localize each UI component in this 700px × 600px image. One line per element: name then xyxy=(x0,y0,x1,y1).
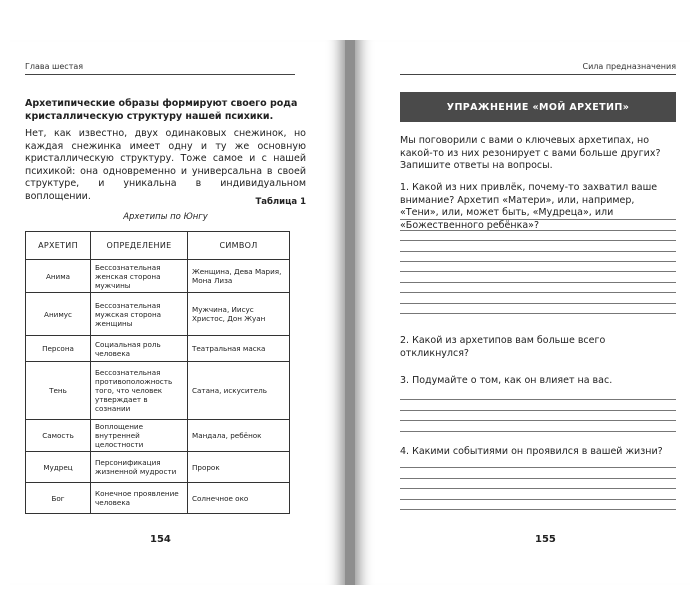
answer-lines-4[interactable] xyxy=(400,458,676,510)
table-row xyxy=(26,420,290,452)
answer-line[interactable] xyxy=(400,210,676,220)
archetype-cell: Бог xyxy=(26,483,91,514)
answer-line[interactable] xyxy=(400,231,676,241)
symbol-cell: Женщина, Дева Мария, Мона Лиза xyxy=(188,260,290,293)
column-header: ОПРЕДЕЛЕНИЕ xyxy=(91,232,188,260)
answer-line[interactable] xyxy=(400,390,676,400)
archetype-cell: Анимус xyxy=(26,293,91,336)
symbol-cell: Театральная маска xyxy=(188,336,290,362)
table-row xyxy=(26,362,290,420)
definition-cell: Воплощение внутренней целостности xyxy=(91,420,188,452)
running-head-left: Глава шестая xyxy=(25,62,84,71)
question-2: 2. Какой из архетипов вам больше всего откликнулся? xyxy=(400,335,606,359)
answer-line[interactable] xyxy=(400,283,676,293)
archetype-cell: Персона xyxy=(26,336,91,362)
answer-line[interactable] xyxy=(400,252,676,262)
definition-cell: Бессознательная женская сторона мужчины xyxy=(91,260,188,293)
definition-cell: Бессознательная противоположность того, что человек утверждает в сознании xyxy=(91,362,188,420)
answer-line[interactable] xyxy=(400,293,676,303)
answer-line[interactable] xyxy=(400,400,676,410)
question-3: 3. Подумайте о том, как он влияет на вас. xyxy=(400,375,613,386)
answer-line[interactable] xyxy=(400,489,676,499)
header-rule-right xyxy=(400,74,676,75)
archetype-cell: Анима xyxy=(26,260,91,293)
answer-lines-3[interactable] xyxy=(400,390,676,432)
archetype-cell: Самость xyxy=(26,420,91,452)
definition-cell: Социальная роль человека xyxy=(91,336,188,362)
archetype-cell: Тень xyxy=(26,362,91,420)
answer-line[interactable] xyxy=(400,304,676,314)
symbol-cell: Пророк xyxy=(188,452,290,483)
exercise-intro: Мы поговорили с вами о ключевых архетипах, но какой-то из них резонирует с вами больше других? Запишите ответы на вопросы. xyxy=(400,135,661,171)
definition-cell: Конечное проявление человека xyxy=(91,483,188,514)
definition-cell: Бессознательная мужская сторона женщины xyxy=(91,293,188,336)
page-number-left: 154 xyxy=(150,534,171,545)
answer-line[interactable] xyxy=(400,479,676,489)
answer-lines-1[interactable] xyxy=(400,210,676,314)
question-1: 1. Какой из них привлёк, почему-то захватил ваше внимание? Архетип «Матери», или, например, «Тени», или, может быть, «Мудреца», или «Божественного ребёнка»? xyxy=(400,182,658,231)
answer-line[interactable] xyxy=(400,500,676,510)
answer-line[interactable] xyxy=(400,272,676,282)
column-header: АРХЕТИП xyxy=(26,232,91,260)
symbol-cell: Мандала, ребёнок xyxy=(188,420,290,452)
table-row xyxy=(26,260,290,293)
answer-line[interactable] xyxy=(400,468,676,478)
table-number: Таблица 1 xyxy=(255,197,306,207)
answer-line[interactable] xyxy=(400,411,676,421)
exercise-banner: УПРАЖНЕНИЕ «МОЙ АРХЕТИП» xyxy=(400,92,676,122)
symbol-cell: Сатана, искуситель xyxy=(188,362,290,420)
archetype-cell: Мудрец xyxy=(26,452,91,483)
symbol-cell: Солнечное око xyxy=(188,483,290,514)
table-row xyxy=(26,336,290,362)
intro-bold-text: Архетипические образы формируют своего рода кристаллическую структуру нашей психики. xyxy=(25,98,298,122)
table-header-row xyxy=(26,232,290,260)
definition-cell: Персонификация жизненной мудрости xyxy=(91,452,188,483)
answer-line[interactable] xyxy=(400,220,676,230)
left-page xyxy=(10,40,345,585)
right-page xyxy=(355,40,690,585)
header-rule-left xyxy=(25,74,295,75)
open-book xyxy=(10,40,690,585)
book-spine xyxy=(345,40,355,585)
table-row xyxy=(26,483,290,514)
intro-block xyxy=(25,98,306,203)
page-number-right: 155 xyxy=(535,534,556,545)
table-caption: Архетипы по Юнгу xyxy=(123,212,208,222)
answer-line[interactable] xyxy=(400,458,676,468)
question-4: 4. Какими событиями он проявился в вашей жизни? xyxy=(400,446,663,457)
running-head-right: Сила предназначения xyxy=(582,62,676,71)
archetypes-table xyxy=(25,231,290,514)
answer-line[interactable] xyxy=(400,262,676,272)
table-row xyxy=(26,293,290,336)
answer-line[interactable] xyxy=(400,421,676,431)
column-header: СИМВОЛ xyxy=(188,232,290,260)
symbol-cell: Мужчина, Иисус Христос, Дон Жуан xyxy=(188,293,290,336)
table-row xyxy=(26,452,290,483)
answer-line[interactable] xyxy=(400,241,676,251)
intro-paragraph: Нет, как известно, двух одинаковых снежинок, но каждая снежинка имеет одну и ту же основную кристаллическую структуру. Тоже самое и с нашей психикой: она одновременно и универсальна в своей структуре, и уникальна в индивидуальном воплощении. xyxy=(25,128,306,202)
